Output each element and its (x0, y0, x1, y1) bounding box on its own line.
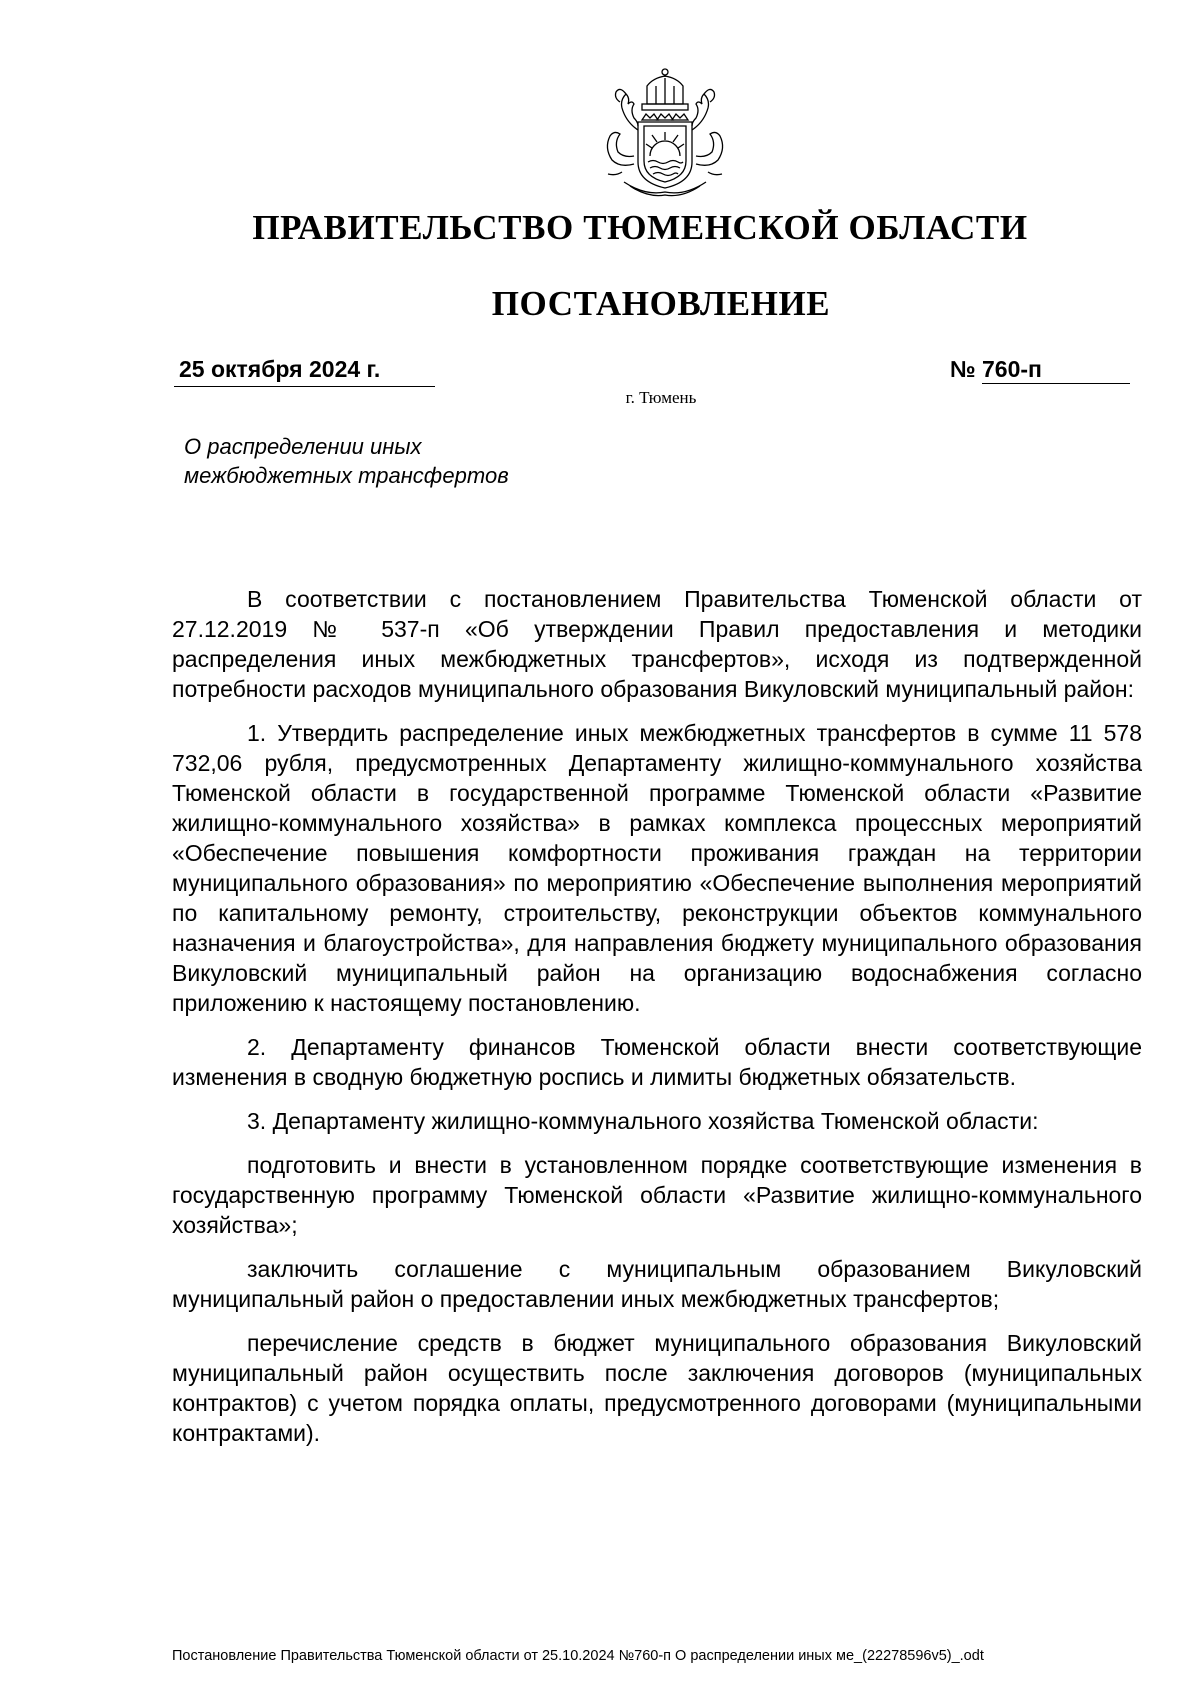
organization-title: ПРАВИТЕЛЬСТВО ТЮМЕНСКОЙ ОБЛАСТИ (252, 208, 1028, 247)
document-footer: Постановление Правительства Тюменской области от 25.10.2024 №760-п О распределении иных ме_(22278596v5)_.odt (172, 1648, 984, 1664)
document-date: 25 октября 2024 г. (174, 356, 435, 387)
document-number: 760-п (982, 356, 1130, 384)
paragraph-item-3-1: подготовить и внести в установленном порядке соответствующие изменения в государственную программу Тюменской области «Развитие жилищно-коммунального хозяйства»; (172, 1152, 1142, 1238)
paragraph-item-3: 3. Департаменту жилищно-коммунального хозяйства Тюменской области: (247, 1108, 1039, 1134)
paragraph-item-3-3: перечисление средств в бюджет муниципального образования Викуловский муниципальный район осуществить после заключения договоров (муниципальных контрактов) с учетом порядка оплаты, предусмотренного договорами (муниципальными контрактами). (172, 1330, 1142, 1446)
paragraph-item-2: 2. Департаменту финансов Тюменской области внести соответствующие изменения в сводную бюджетную роспись и лимиты бюджетных обязательств. (172, 1034, 1142, 1090)
document-type-title: ПОСТАНОВЛЕНИЕ (491, 284, 831, 323)
subject-line-1: О распределении иных (184, 434, 422, 459)
paragraph-item-3-2: заключить соглашение с муниципальным образованием Викуловский муниципальный район о предоставлении иных межбюджетных трансфертов; (172, 1256, 1142, 1312)
paragraph-preamble: В соответствии с постановлением Правительства Тюменской области от 27.12.2019 № 537-п «Об утверждении Правил предоставления и методики распределения иных межбюджетных трансфертов», исходя из подтвержденной потребности расходов муниципального образования Викуловский муниципальный район: (172, 586, 1142, 702)
subject-line-2: межбюджетных трансфертов (184, 463, 509, 488)
coat-of-arms-icon (590, 64, 740, 199)
number-sign: № (950, 356, 976, 382)
paragraph-item-1: 1. Утвердить распределение иных межбюджетных трансфертов в сумме 11 578 732,06 рубля, предусмотренных Департаменту жилищно-коммунального хозяйства Тюменской области в государственной программе Тюменской области «Развитие жилищно-коммунального хозяйства» в рамках комплекса процессных мероприятий «Обеспечение повышения комфортности проживания граждан на территории муниципального образования» по мероприятию «Обеспечение выполнения мероприятий по капитальному ремонту, строительству, реконструкции объектов коммунального назначения и благоустройства», для направления бюджету муниципального образования Викуловский муниципальный район на организацию водоснабжения согласно приложению к настоящему постановлению. (172, 720, 1142, 1016)
document-body (172, 584, 1142, 1462)
document-subject (184, 432, 684, 490)
document-number-field (950, 356, 1130, 386)
document-city: г. Тюмень (625, 388, 697, 407)
